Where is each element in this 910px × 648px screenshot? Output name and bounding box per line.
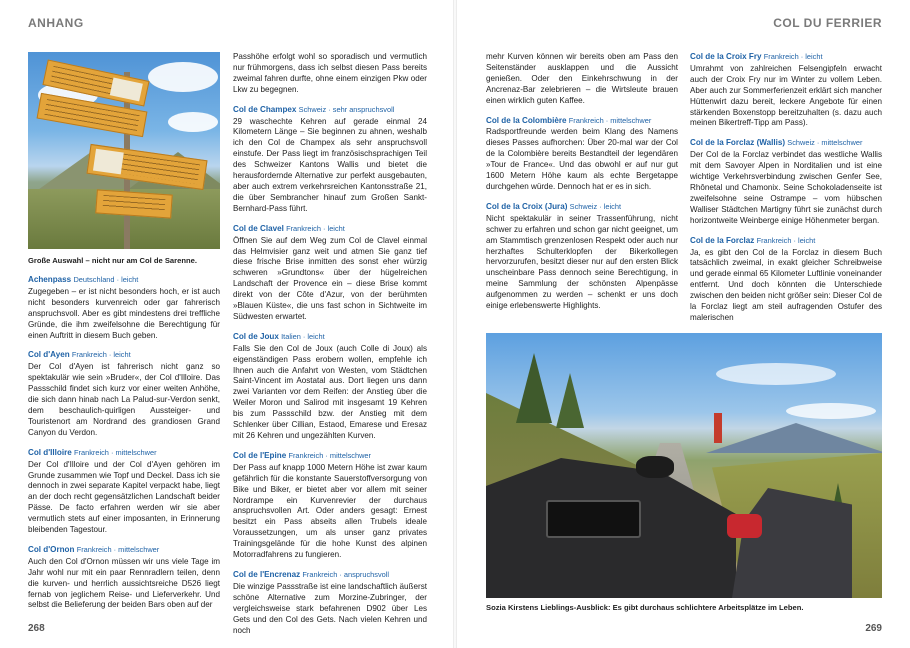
cloud: [786, 403, 876, 419]
mountain: [706, 423, 882, 453]
pass-name: Col de la Croix Fry: [690, 52, 762, 61]
pass-entry: [486, 202, 678, 312]
pass-name: Col d'Illoire: [28, 447, 72, 457]
pass-text: Der Col d'Illoire und der Col d'Ayen gehören im Grunde zusammen wie Topf und Deckel. Dass ich sie dennoch in zwei separate Kapitel verpackt habe, liegt an der doch recht gegensätzlichen Landschaft beider Pässe. De facto erfahren werden wir sie aber vermutlich stets auf einer imposanten, in Erinnerung bleibenden Tagestour.: [28, 459, 220, 535]
running-head-left: ANHANG: [28, 16, 84, 30]
pass-tags: Schweiz · mittelschwer: [787, 138, 863, 148]
pass-entry: [690, 52, 882, 129]
pass-entry: [486, 52, 678, 107]
pass-text: mehr Kurven können wir bereits oben am Pass den Seitenständer ausklappen und die Aussicht genießen. Oder den Einkehrschwung in der Ancrenaz-Bar zelebrieren – die Wirtsleute brauen einen wirklich guten Kaffee.: [486, 52, 678, 105]
pass-tags: Frankreich · anspruchsvoll: [302, 569, 390, 579]
pass-name: Col de Champex: [233, 104, 297, 114]
pass-entry: [233, 332, 427, 442]
pass-text: Passhöhe erfolgt wohl so sporadisch und vermutlich nur frühmorgens, dass ich selbst diesen Pass bereits zweimal fahren durfte, ohne einem einzigen Pkw oder Lkw zu begegnen.: [233, 52, 427, 94]
road-post: [714, 413, 722, 443]
pass-tags: Frankreich · mittelschwer: [74, 447, 157, 457]
cloud: [716, 363, 836, 385]
pass-name: Col d'Ayen: [28, 350, 70, 360]
pass-tags: Deutschland · leicht: [73, 275, 139, 284]
left-column-1: [28, 275, 220, 620]
pass-tags: Frankreich · mittelschwer: [568, 115, 652, 125]
pass-text: Der Col d'Ayen ist fahrerisch nicht ganz so spektakulär wie sein »Bruder«, der Col d'Illoire. Das Passschild findet sich kurz vor einer weiten Anhöhe, die sich dann hinab nach La Palud-sur-Verdon senkt, dem beschaulich-quirligen Aussteiger- und Touristenort am Nordrand des grandiosen Grand Canyon du Verdon.: [28, 362, 220, 437]
pass-entry: [28, 275, 220, 341]
rider-glove: [727, 514, 762, 538]
pass-entry: [233, 52, 427, 96]
pass-tags: Frankreich · mittelschwer: [288, 450, 371, 460]
pass-text: Falls Sie den Col de Joux (auch Colle di Joux) als eigenständigen Pass erobern wollen, empfehle ich Ihnen auch die Anfahrt von Westen, vom Städtchen Saint-Vincent im Aostatal aus. Dort liegen uns dann zwei Varianten vor dem Reifen: der Anstieg über die Weiler Moron und Salirod mit insgesamt 19 Kehren bis zum Passschild bzw. der Anstieg mit dem Schlenker über Cillian, Estaod, Emarese und Eresaz mit 26 Kehren und ungezählten Kurven.: [233, 343, 427, 440]
pass-entry: [233, 224, 427, 323]
pass-entry: [486, 116, 678, 193]
gps-screen: [546, 500, 641, 538]
pass-text: Zugegeben – er ist nicht besonders hoch, er ist auch nicht besonders kurvenreich oder gar fahrerisch anspruchsvoll. Aber es gibt mindestens drei treffliche Gründe, die ihm zweifelsohne die Berechtigung für einen Auftritt in diesem Buch geben.: [28, 286, 220, 340]
pass-name: Col de l'Epine: [233, 450, 287, 460]
pass-entry: [690, 138, 882, 226]
pass-tags: Schweiz · sehr anspruchsvoll: [298, 104, 395, 114]
pass-text: Nicht spektakulär in seiner Trassenführung, nicht schwer zu erfahren und schon gar nicht geeignet, um am Stammtisch grenzenlosen Respekt oder auch nur herzhaftes Schulterklopfen der Bikerkollegen hervorzurufen, besitzt dieser nur auf den ersten Blick unscheinbare Pass dennoch seine Berechtigung, in meine Sammlung der schönsten Alpenpässe aufgenommen zu werden – schenkt er uns doch einige erlebenswerte Highlights.: [486, 213, 678, 311]
pass-text: Ja, es gibt den Col de la Forclaz in diesem Buch tatsächlich zweimal, in exakt gleicher Schreibweise und gerade einmal 65 Kilometer Luftlinie voneinander entfernt. Und doch könnten die Unterschiede zwischen den beiden nicht größer sein: Dieser Col de la Forclaz liegt am steil aufragenden Ostufer des malerischen: [690, 247, 882, 322]
cloud: [148, 62, 218, 92]
signpost-photo: [28, 52, 220, 249]
pass-text: Umrahmt von zahlreichen Felsengipfeln erwacht auch der Croix Fry nur im Winter zu vollem Leben. Aber auch zur Sommerferienzeit erklärt sich mancher Hüttenwirt dazu bereit, leckere Angebote für einen stärkenden Boxenstopp bereitzuhalten (s. dazu auch meinen Bikertreff-Tipp am Pass).: [690, 63, 882, 128]
pass-text: Öffnen Sie auf dem Weg zum Col de Clavel einmal das Helmvisier ganz weit und atmen Sie ganz tief diese frische Brise inmitten des sonst eher würzig schweren »Grundtons« über der hügelreichen Landschaft der Provence ein – diese Brise kommt direkt von der Côte d'Azur, von der berühmten »Blauen Küste«, die uns fast schon in Sichtweite im Südwesten erwartet.: [233, 235, 427, 321]
right-column-1: [486, 52, 678, 321]
right-column-2: [690, 52, 882, 333]
pass-text: Der Col de la Forclaz verbindet das westliche Wallis mit dem Savoyer Alpen in Norditalien und ist eine wichtige Verkehrsverbindung zwischen Genfer See, Rhônetal und Chamonix. Seine Schokoladenseite ist zweifelsohne seine Ostrampe – vom hübschen Walliser Städtchen Martigny führt sie zunächst durch horizontweite Weinberge einige Höhenmeter bergan.: [690, 150, 882, 225]
pass-tags: Frankreich · leicht: [756, 235, 816, 245]
pass-text: Auch den Col d'Ornon müssen wir uns viele Tage im Jahr wohl nur mit ein paar Rennradlern teilen, denn die kurven- und herrlich aussichtsreiche D526 liegt fernab von jeglichem Reise- und Lieferverkehr. Und selbst die Belieferung der beiden Bars oben auf der: [28, 556, 220, 610]
pass-text: Die winzige Passstraße ist eine landschaftlich äußerst schöne Alternative zum Morzine-Zubringer, der vergleichsweise stark befahrenen D902 über Les Gets und den Col des Gets. Nach vielen Kehren und noch: [233, 581, 427, 635]
pass-text: 29 waschechte Kehren auf gerade einmal 24 Kilometern Länge – Sie beginnen zu ahnen, weshalb ich den Col de Champex als sehr anspruchsvoll einstufe. Der Pass liegt im französischsprachigen Teil des Schweizer Kantons Wallis und bietet die herausfordernde Alternative zur perfekt ausgebauten, aber auch extrem verkehrsreichen Kantonsstraße 21, die über Sembrancher hinauf zum Großen Sankt-Bernhard-Pass führt.: [233, 116, 427, 213]
photo-caption-right: Sozia Kirstens Lieblings-Ausblick: Es gibt durchaus schlichtere Arbeitsplätze im Leben.: [486, 603, 804, 612]
running-head-right: COL DU FERRIER: [773, 16, 882, 30]
pass-entry: [28, 350, 220, 438]
pass-entry: [28, 448, 220, 536]
pass-name: Col de la Colombière: [486, 115, 567, 125]
pass-tags: Frankreich · mittelschwer: [76, 544, 160, 554]
pass-entry: [233, 105, 427, 215]
pass-text: Radsportfreunde werden beim Klang des Namens dieses Passes aufhorchen: Über 20-mal war der Col de la Colombière bereits Bestandteil der legendären »Tour de France«. Und das obwohl er auf nur gut 1600 Metern Höhe kaum als echte Bergetappe durchgehen würde. Dennoch hat er es in sich.: [486, 127, 678, 191]
pass-entry: [28, 545, 220, 611]
mirror: [636, 456, 674, 478]
photo-caption-left: Große Auswahl – nicht nur am Col de Sarenne.: [28, 256, 197, 265]
pass-name: Col de Joux: [233, 331, 279, 341]
tree: [516, 353, 552, 423]
page-number-left: 268: [28, 623, 45, 634]
pass-name: Col de Clavel: [233, 223, 284, 233]
pass-tags: Schweiz · leicht: [569, 201, 621, 211]
pass-tags: Frankreich · leicht: [286, 223, 345, 233]
cloud: [168, 112, 218, 132]
pass-tags: Italien · leicht: [281, 331, 325, 341]
left-column-2: [233, 52, 427, 645]
pass-name: Achenpass: [28, 275, 72, 284]
pass-text: Der Pass auf knapp 1000 Metern Höhe ist zwar kaum gefährlich für die konstante Sauerstoffversorgung von Bike und Biker, er bietet aber vor allem mit seiner Nordrampe ein Kurvenrevier der durchaus anspruchsvollen Art. Oder anders gesagt: Ernest besitzt ein Pass abseits allen Trubels ideale Voraussetzungen, um als unser ganz privates Trainingsgelände für die hohe Kunst des alpinen Motorradfahrens zu fungieren.: [233, 462, 427, 560]
page-number-right: 269: [865, 623, 882, 634]
pass-entry: [233, 570, 427, 636]
tree: [556, 373, 584, 428]
pass-entry: [690, 236, 882, 324]
pass-name: Col de la Forclaz: [690, 235, 755, 245]
pass-entry: [233, 451, 427, 561]
motorcycle-road-photo: [486, 333, 882, 598]
pass-name: Col de l'Encrenaz: [233, 569, 301, 579]
pass-name: Col de la Croix (Jura): [486, 201, 568, 211]
pass-tags: Frankreich · leicht: [71, 350, 131, 360]
pass-tags: Frankreich · leicht: [763, 52, 823, 61]
pass-name: Col de la Forclaz (Wallis): [690, 138, 786, 148]
pass-name: Col d'Ornon: [28, 544, 75, 554]
